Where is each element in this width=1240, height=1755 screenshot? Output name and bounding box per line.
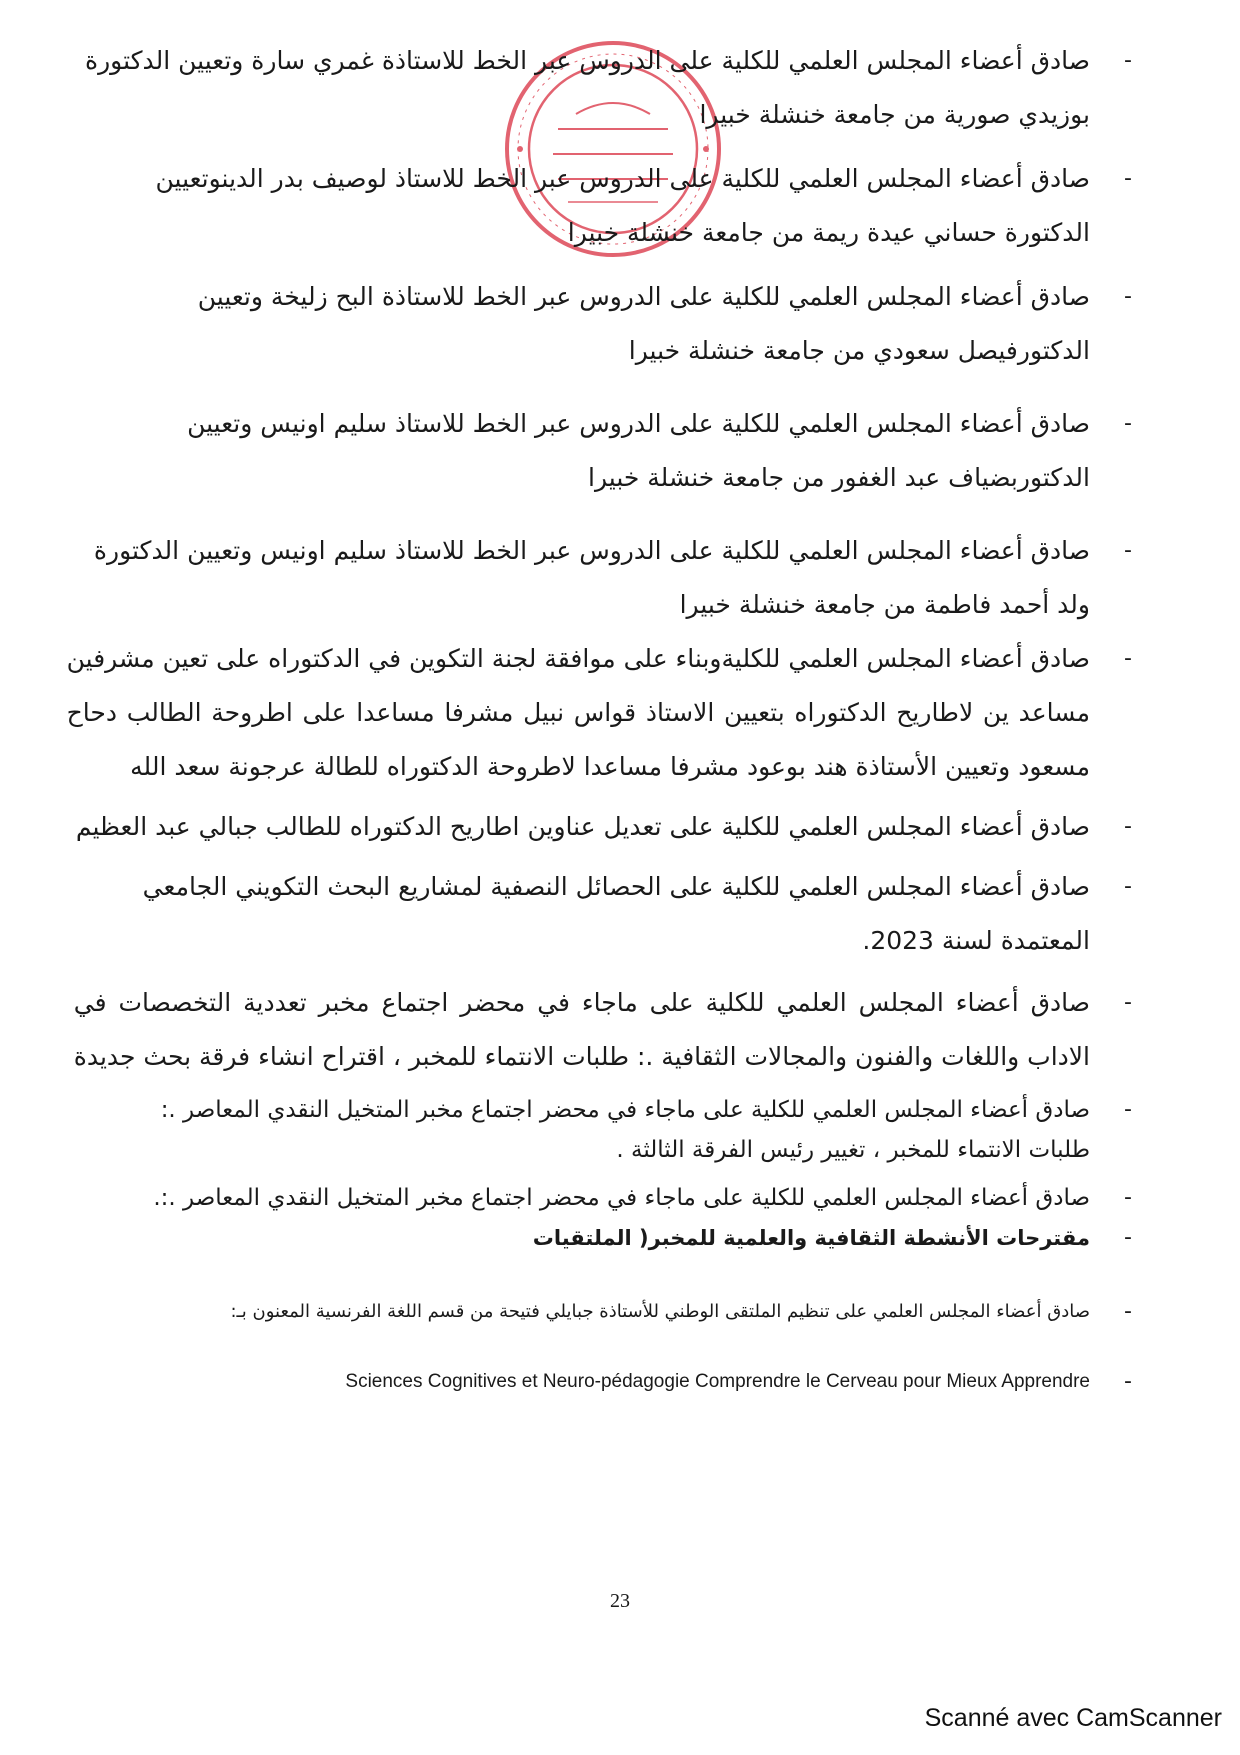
list-item [230, 1292, 1132, 1332]
scanner-watermark: Scanné avec CamScanner [924, 1704, 1222, 1732]
list-item [142, 860, 1132, 968]
list-item [75, 800, 1132, 854]
list-item [155, 152, 1132, 260]
list-item-line: بوزيدي صورية من جامعة خنشلة خبيرا [699, 100, 1090, 129]
bullet-dash: - [1124, 1225, 1132, 1250]
bullet-dash: - [1124, 284, 1132, 309]
list-item-line: مقترحات الأنشطة الثقافية والعلمية للمخبر( الملتقيات [532, 1226, 1090, 1250]
list-item-line: صادق أعضاء المجلس العلمي للكلية على الحصائل النصفية لمشاريع البحث التكويني الجامعي [142, 872, 1090, 901]
conference-title-line: Sciences Cognitives et Neuro-pédagogie Comprendre le Cerveau pour Mieux Apprendre [345, 1371, 1090, 1392]
list-item [66, 632, 1132, 794]
list-item [197, 270, 1132, 378]
bullet-dash: - [1124, 411, 1132, 436]
list-item-line: صادق أعضاء المجلس العلمي للكلية على تعديل عناوين اطاريح الدكتوراه للطالب جبالي عبد العظيم [75, 812, 1090, 841]
list-item [73, 976, 1132, 1084]
list-item [160, 1090, 1132, 1170]
bullet-dash: - [1124, 646, 1132, 671]
bullet-dash: - [1124, 1185, 1132, 1210]
list-item-line: صادق أعضاء المجلس العلمي للكلية على الدروس عبر الخط للاستاذ لوصيف بدر الدينوتعيين [155, 164, 1090, 193]
list-item-line: مسعود وتعيين الأستاذة هند بوعود مشرفا مساعدا لاطروحة الدكتوراه للطالة عرجونة سعد الله [130, 752, 1090, 781]
bullet-dash: - [1124, 166, 1132, 191]
list-item-line: صادق أعضاء المجلس العلمي للكلية على ماجاء في محضر اجتماع مخبر المتخيل النقدي المعاصر .:. [153, 1185, 1090, 1211]
list-item-line: الدكتورة حساني عيدة ريمة من جامعة خنشلة خبيرا [567, 218, 1090, 247]
bullet-dash: - [1124, 1369, 1132, 1394]
bullet-dash: - [1124, 990, 1132, 1015]
list-item-line: صادق أعضاء المجلس العلمي للكلية على ماجاء في محضر اجتماع مخبر المتخيل النقدي المعاصر .: [160, 1097, 1090, 1123]
list-item [93, 524, 1132, 632]
list-item [187, 397, 1132, 505]
list-item-line: صادق أعضاء المجلس العلمي للكلية على الدروس عبر الخط للاستاذة البح زليخة وتعيين [197, 282, 1090, 311]
list-item-line: صادق أعضاء المجلس العلمي للكلية على الدروس عبر الخط للاستاذ سليم اونيس وتعيين [187, 409, 1090, 438]
list-item [532, 1220, 1132, 1256]
bullet-dash: - [1124, 48, 1132, 73]
bullet-dash: - [1124, 1097, 1132, 1122]
list-item-line: مساعد ين لاطاريح الدكتوراه بتعيين الاستاذ قواس نبيل مشرفا مساعدا على اطروحة الطالب دحاح [66, 698, 1090, 727]
list-item-line: ولد أحمد فاطمة من جامعة خنشلة خبيرا [679, 590, 1090, 619]
list-item-line: صادق أعضاء المجلس العلمي على تنظيم الملتقى الوطني للأستاذة جبايلي فتيحة من قسم اللغة الفرنسية المعنون بـ: [230, 1301, 1090, 1322]
bullet-dash: - [1124, 538, 1132, 563]
bullet-dash: - [1124, 814, 1132, 839]
page-number: 23 [610, 1590, 630, 1612]
list-item-line: صادق أعضاء المجلس العلمي للكليةوبناء على موافقة لجنة التكوين في الدكتوراه على تعين مشرفين [66, 644, 1090, 673]
list-item-line: المعتمدة لسنة 2023. [862, 926, 1090, 955]
bullet-dash: - [1124, 1299, 1132, 1324]
list-item-line: صادق أعضاء المجلس العلمي للكلية على الدروس عبر الخط للاستاذة غمري سارة وتعيين الدكتورة [84, 46, 1090, 75]
list-item-line: صادق أعضاء المجلس العلمي للكلية على الدروس عبر الخط للاستاذ سليم اونيس وتعيين الدكتورة [93, 536, 1090, 565]
list-item [84, 34, 1132, 142]
list-item-line: طلبات الانتماء للمخبر ، تغيير رئيس الفرقة الثالثة . [616, 1137, 1090, 1163]
list-item-line: الدكتوربضياف عبد الغفور من جامعة خنشلة خبيرا [588, 463, 1090, 492]
list-item-line: صادق أعضاء المجلس العلمي للكلية على ماجاء في محضر اجتماع مخبر تعددية التخصصات في [73, 988, 1090, 1017]
list-item-line: الدكتورفيصل سعودي من جامعة خنشلة خبيرا [628, 336, 1090, 365]
list-item-line: الاداب واللغات والفنون والمجالات الثقافية .: طلبات الانتماء للمخبر ، اقتراح انشاء فرقة بحث جديدة [73, 1042, 1090, 1071]
list-item [153, 1178, 1132, 1218]
bullet-dash: - [1124, 874, 1132, 899]
